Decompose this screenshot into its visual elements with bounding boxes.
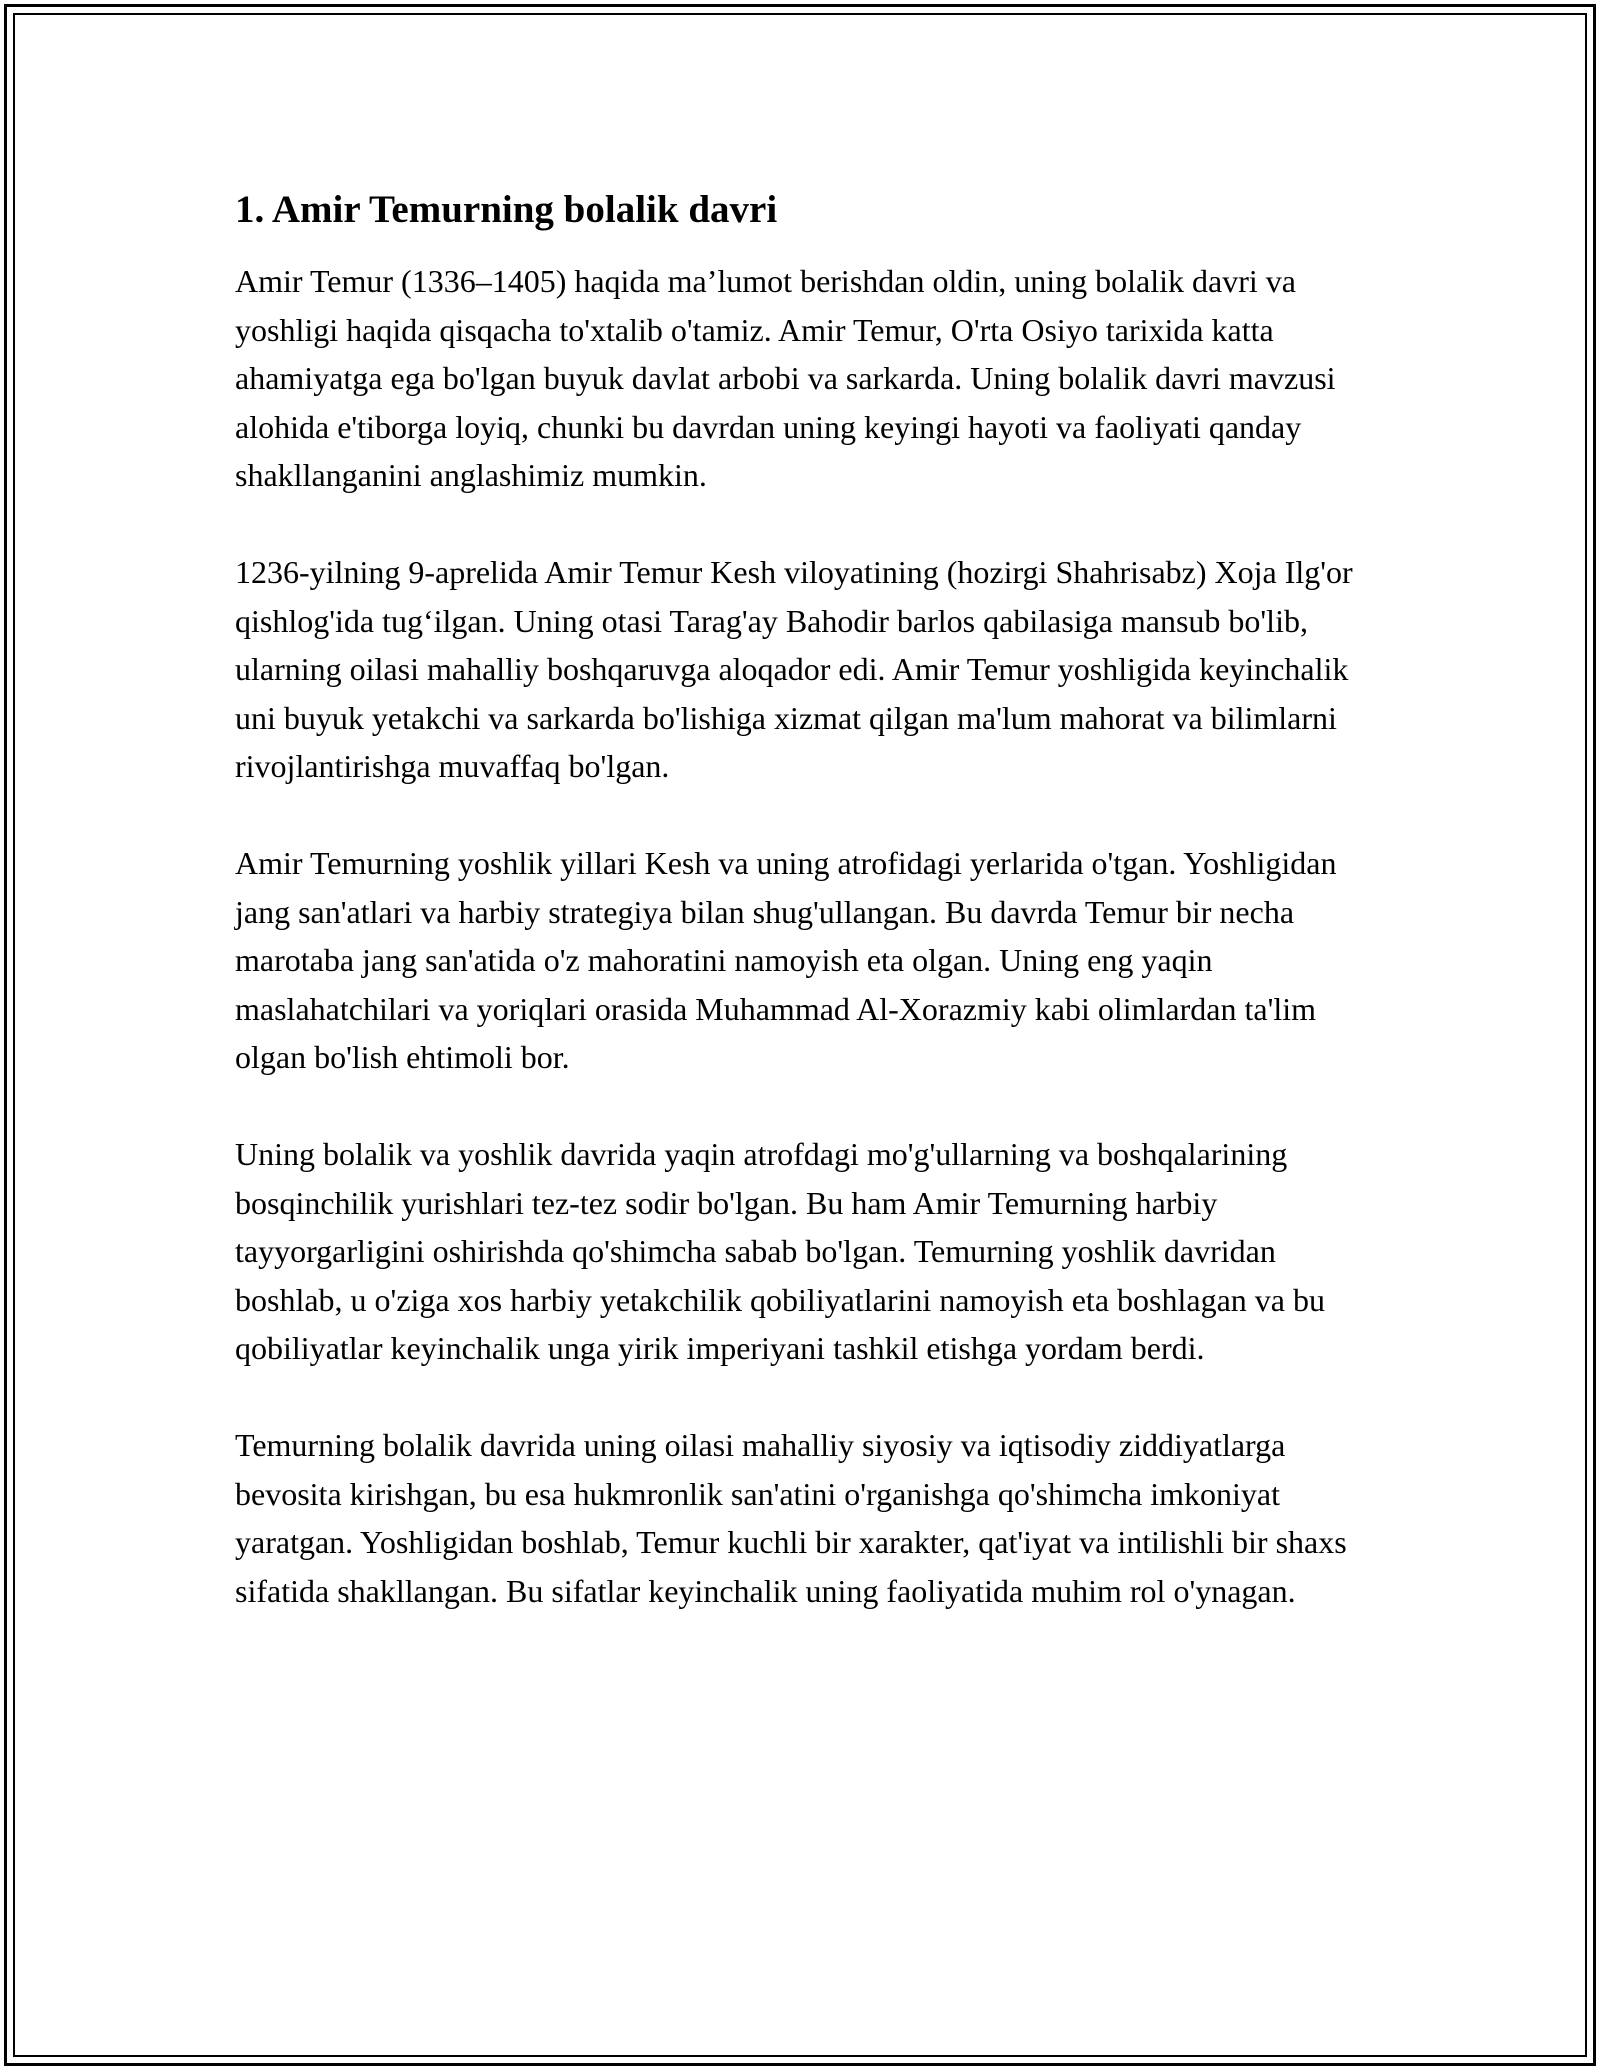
paragraph-3: Amir Temurning yoshlik yillari Kesh va uning atrofidagi yerlarida o'tgan. Yoshligidan jang san'atlari va harbiy strategiya bilan shug'ullangan. Bu davrda Temur bir necha marotaba jang san'atida o'z mahoratini namoyish eta olgan. Uning eng yaqin maslahatchilari va yoriqlari orasida Muhammad Al-Xorazmiy kabi olimlardan ta'lim olgan bo'lish ehtimoli bor. [235, 845, 1337, 1075]
paragraph-4: Uning bolalik va yoshlik davrida yaqin atrofdagi mo'g'ullarning va boshqalarining bosqinchilik yurishlari tez-tez sodir bo'lgan. Bu ham Amir Temurning harbiy tayyorgarligini oshirishda qo'shimcha sabab bo'lgan. Temurning yoshlik davridan boshlab, u o'ziga xos harbiy yetakchilik qobiliyatlarini namoyish eta boshlagan va bu qobiliyatlar keyinchalik unga yirik imperiyani tashkil etishga yordam berdi. [235, 1136, 1325, 1366]
document-body [235, 185, 1385, 1664]
paragraph-1: Amir Temur (1336–1405) haqida ma’lumot berishdan oldin, uning bolalik davri va yoshligi haqida qisqacha to'xtalib o'tamiz. Amir Temur, O'rta Osiyo tarixida katta ahamiyatga ega bo'lgan buyuk davlat arbobi va sarkarda. Uning bolalik davri mavzusi alohida e'tiborga loyiq, chunki bu davrdan uning keyingi hayoti va faoliyati qanday shakllanganini anglashimiz mumkin. [235, 263, 1336, 493]
paragraph-2: 1236-yilning 9-aprelida Amir Temur Kesh viloyatining (hozirgi Shahrisabz) Xoja Ilg'or qishlog'ida tug‘ilgan. Uning otasi Tarag'ay Bahodir barlos qabilasiga mansub bo'lib, ularning oilasi mahalliy boshqaruvga aloqador edi. Amir Temur yoshligida keyinchalik uni buyuk yetakchi va sarkarda bo'lishiga xizmat qilgan ma'lum mahorat va bilimlarni rivojlantirishga muvaffaq bo'lgan. [235, 554, 1353, 784]
paragraph-5: Temurning bolalik davrida uning oilasi mahalliy siyosiy va iqtisodiy ziddiyatlarga bevosita kirishgan, bu esa hukmronlik san'atini o'rganishga qo'shimcha imkoniyat yaratgan. Yoshligidan boshlab, Temur kuchli bir xarakter, qat'iyat va intilishli bir shaxs sifatida shakllangan. Bu sifatlar keyinchalik uning faoliyatida muhim rol o'ynagan. [235, 1427, 1347, 1609]
section-heading: 1. Amir Temurning bolalik davri [235, 188, 778, 231]
